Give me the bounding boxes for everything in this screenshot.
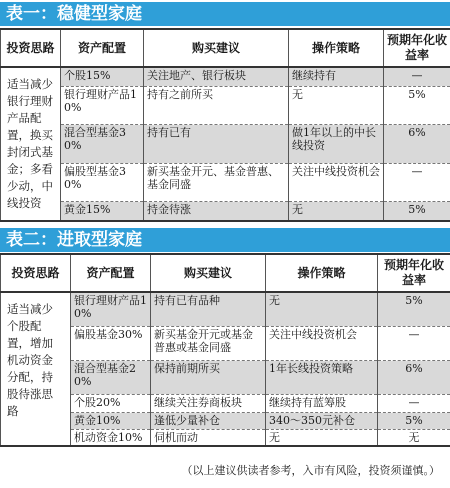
asset-cell: 偏股基金30% <box>71 326 151 360</box>
ops-cell: 做1年以上的中长线投资 <box>289 125 384 164</box>
asset-cell: 个股20% <box>71 394 151 412</box>
table2 <box>0 253 450 447</box>
table-row <box>1 163 450 202</box>
ret-cell: 6% <box>384 125 450 164</box>
ops-cell: 无 <box>289 86 384 125</box>
ops-cell: 1年长线投资策略 <box>266 360 378 394</box>
asset-cell: 混合型基金20% <box>71 360 151 394</box>
ret-cell: — <box>378 326 450 360</box>
column-header: 操作策略 <box>289 29 384 67</box>
table1-title: 表一：稳健型家庭 <box>0 2 450 26</box>
table2-title: 表二：进取型家庭 <box>0 228 450 252</box>
header-row <box>1 254 450 292</box>
advice-cell: 持有之前所买 <box>144 86 289 125</box>
ret-cell: 5% <box>384 202 450 221</box>
advice-cell: 保持前期所买 <box>151 360 266 394</box>
ret-cell: 5% <box>384 86 450 125</box>
column-header: 购买建议 <box>144 29 289 67</box>
table-row <box>1 67 450 86</box>
ops-cell: 340～350元补仓 <box>266 412 378 429</box>
column-header: 资产配置 <box>71 254 151 292</box>
column-header: 预期年化收益率 <box>378 254 450 292</box>
header-row <box>1 29 450 67</box>
advice-cell: 关注地产、银行板块 <box>144 67 289 86</box>
asset-cell: 混合型基金30% <box>61 125 144 164</box>
asset-cell: 个股15% <box>61 67 144 86</box>
advice-cell: 继续关注券商板块 <box>151 394 266 412</box>
table-row <box>1 86 450 125</box>
column-header: 投资思路 <box>1 29 61 67</box>
advice-cell: 新买基金开元、基金普惠、基金同盛 <box>144 163 289 202</box>
ret-cell: — <box>384 67 450 86</box>
asset-cell: 黄金15% <box>61 202 144 221</box>
ret-cell: 5% <box>378 292 450 326</box>
advice-cell: 持有已有品种 <box>151 292 266 326</box>
ops-cell: 无 <box>266 292 378 326</box>
ret-cell: 无 <box>378 429 450 446</box>
advice-cell: 伺机而动 <box>151 429 266 446</box>
asset-cell: 银行理财产品10% <box>71 292 151 326</box>
footnote: （以上建议供读者参考，入市有风险，投资须谨慎。） <box>181 464 440 477</box>
advice-cell: 新买基金开元或基金普惠或基金同盛 <box>151 326 266 360</box>
table1 <box>0 28 450 222</box>
asset-cell: 偏股型基金30% <box>61 163 144 202</box>
column-header: 投资思路 <box>1 254 71 292</box>
column-header: 预期年化收益率 <box>384 29 450 67</box>
ops-cell: 继续持有 <box>289 67 384 86</box>
table-row <box>1 202 450 221</box>
asset-cell: 黄金10% <box>71 412 151 429</box>
advice-cell: 逢低少量补仓 <box>151 412 266 429</box>
advice-cell: 持有已有 <box>144 125 289 164</box>
column-header: 资产配置 <box>61 29 144 67</box>
ret-cell: 5% <box>378 412 450 429</box>
asset-cell: 银行理财产品10% <box>61 86 144 125</box>
strategy-cell: 适当减少个股配置，增加机动资金分配，持股待涨思路 <box>1 292 71 446</box>
strategy-cell: 适当减少银行理财产品配置，换买封闭式基金；多看少动，中线投资 <box>1 67 61 221</box>
ops-cell: 关注中线投资机会 <box>266 326 378 360</box>
table-row <box>1 292 450 326</box>
column-header: 购买建议 <box>151 254 266 292</box>
table-row <box>1 125 450 164</box>
asset-cell: 机动资金10% <box>71 429 151 446</box>
column-header: 操作策略 <box>266 254 378 292</box>
ops-cell: 关注中线投资机会 <box>289 163 384 202</box>
ret-cell: — <box>378 394 450 412</box>
ret-cell: 6% <box>378 360 450 394</box>
ops-cell: 无 <box>289 202 384 221</box>
ops-cell: 继续持有蓝筹股 <box>266 394 378 412</box>
ret-cell: — <box>384 163 450 202</box>
advice-cell: 持金待涨 <box>144 202 289 221</box>
ops-cell: 无 <box>266 429 378 446</box>
